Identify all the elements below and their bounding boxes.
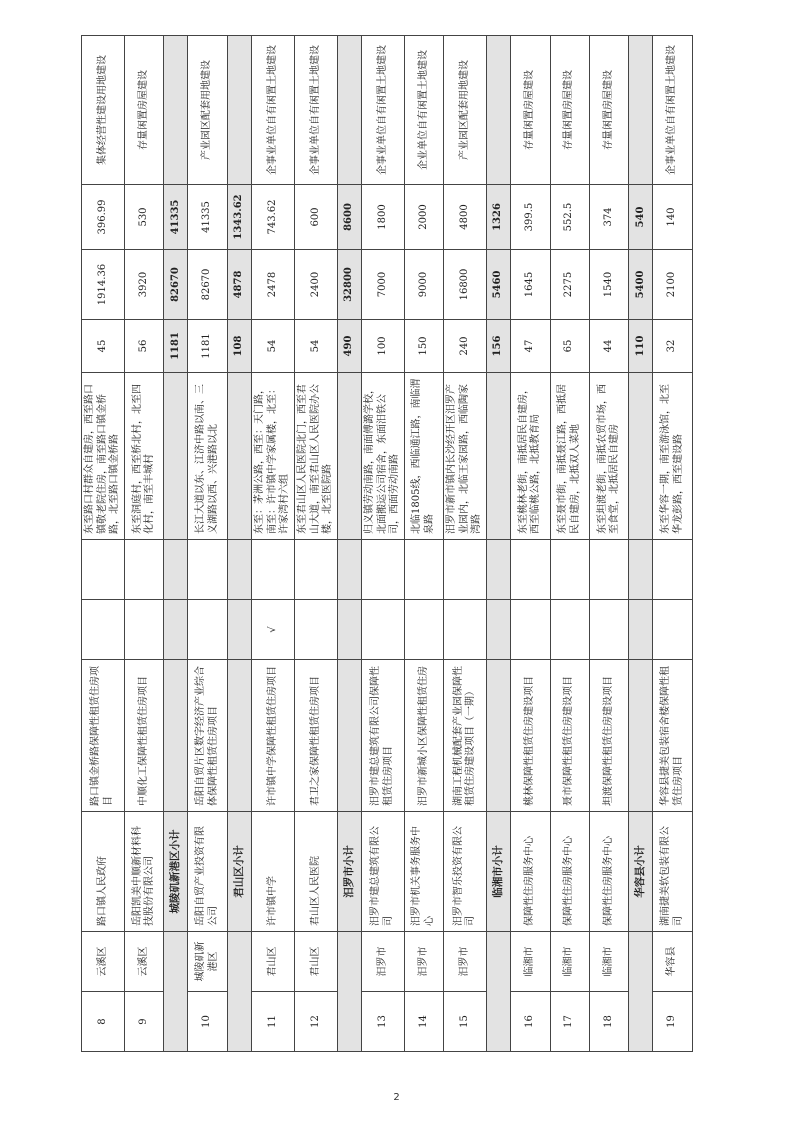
district-cell: 临湘市 — [550, 932, 589, 992]
empty-cell — [164, 660, 188, 812]
subtotal-label: 临湘市小计 — [487, 812, 511, 932]
construction-mode-cell: 产业园区配套用地建设 — [444, 36, 487, 185]
empty-cell — [82, 540, 125, 600]
check-mark — [124, 600, 163, 660]
subtotal-row — [629, 36, 653, 1052]
rotated-table-container — [81, 36, 693, 1052]
project-name-cell: 湖南工程机械配套产业园保障性租赁住房建设项目（一期） — [444, 660, 487, 812]
units-cell: 150 — [404, 320, 443, 373]
unit-cell: 保障性住房服务中心 — [589, 812, 628, 932]
empty-cell — [629, 540, 653, 600]
empty-cell — [487, 600, 511, 660]
project-name-cell: 华容县捷美包装宿舍楼保障性租赁住房项目 — [653, 660, 693, 812]
district-cell: 汨罗市 — [404, 932, 443, 992]
empty-cell — [164, 600, 188, 660]
investment-cell: 743.62 — [251, 185, 294, 250]
row-number: 14 — [404, 992, 443, 1052]
check-mark — [589, 600, 628, 660]
units-cell: 240 — [444, 320, 487, 373]
empty-cell — [629, 600, 653, 660]
empty-cell — [653, 540, 693, 600]
row-number: 9 — [124, 992, 163, 1052]
subtotal-units: 490 — [337, 320, 361, 373]
subtotal-investment: 1326 — [487, 185, 511, 250]
check-mark — [188, 600, 227, 660]
construction-mode-cell: 企事业单位自有闲置土地建设 — [294, 36, 337, 185]
units-cell: 44 — [589, 320, 628, 373]
check-mark — [511, 600, 550, 660]
table-row — [653, 36, 693, 1052]
area-cell: 1645 — [511, 250, 550, 320]
project-name-cell: 中顺化工保障性租赁住房项目 — [124, 660, 163, 812]
check-mark — [294, 600, 337, 660]
empty-cell — [337, 660, 361, 812]
project-name-cell: 坦渡保障性租赁住房建设项目 — [589, 660, 628, 812]
district-cell: 城陵矶新港区 — [188, 932, 227, 992]
district-cell: 云溪区 — [82, 932, 125, 992]
empty-cell — [227, 660, 251, 812]
subtotal-units: 156 — [487, 320, 511, 373]
empty-cell — [487, 932, 511, 1052]
unit-cell: 汨罗市智乐投资有限公司 — [444, 812, 487, 932]
empty-cell — [629, 373, 653, 540]
empty-cell — [337, 932, 361, 1052]
subtotal-label: 华容县小计 — [629, 812, 653, 932]
investment-cell: 4800 — [444, 185, 487, 250]
table-row — [294, 36, 337, 1052]
unit-cell: 保障性住房服务中心 — [511, 812, 550, 932]
project-name-cell: 聂市保障性租赁住房建设项目 — [550, 660, 589, 812]
subtotal-investment: 1343.62 — [227, 185, 251, 250]
unit-cell: 岳阳自贸产业投资有限公司 — [188, 812, 227, 932]
location-cell: 东至洞庭村，西至桥北村，北至四化村，南至丰城村 — [124, 373, 163, 540]
location-cell: 东至坦渡老街，南抵农贸市场，西至食堂，北抵居民自建房 — [589, 373, 628, 540]
units-cell: 65 — [550, 320, 589, 373]
check-mark — [550, 600, 589, 660]
construction-mode-cell: 存量闲置房屋建设 — [589, 36, 628, 185]
table-row — [361, 36, 404, 1052]
check-mark — [444, 600, 487, 660]
unit-cell: 湖南捷美软包装有限公司 — [653, 812, 693, 932]
row-number: 11 — [251, 992, 294, 1052]
empty-cell — [164, 540, 188, 600]
table-row — [124, 36, 163, 1052]
units-cell: 45 — [82, 320, 125, 373]
empty-cell — [337, 36, 361, 185]
units-cell: 47 — [511, 320, 550, 373]
investment-cell: 1800 — [361, 185, 404, 250]
unit-cell: 路口镇人民政府 — [82, 812, 125, 932]
row-number: 8 — [82, 992, 125, 1052]
investment-cell: 2000 — [404, 185, 443, 250]
row-number: 15 — [444, 992, 487, 1052]
empty-cell — [511, 540, 550, 600]
check-mark — [361, 600, 404, 660]
unit-cell: 岳阳凯美中顺新材料科技股份有限公司 — [124, 812, 163, 932]
row-number: 19 — [653, 992, 693, 1052]
district-cell: 汨罗市 — [444, 932, 487, 992]
district-cell: 君山区 — [294, 932, 337, 992]
area-cell: 7000 — [361, 250, 404, 320]
empty-cell — [251, 540, 294, 600]
construction-mode-cell: 企事业单位自有闲置土地建设 — [361, 36, 404, 185]
district-cell: 汨罗市 — [361, 932, 404, 992]
project-name-cell: 桃林保障性租赁住房建设项目 — [511, 660, 550, 812]
row-number: 17 — [550, 992, 589, 1052]
empty-cell — [337, 373, 361, 540]
location-cell: 东至桃林老街，南抵居民自建房，西至临桃公路，北抵教育局 — [511, 373, 550, 540]
investment-cell: 41335 — [188, 185, 227, 250]
area-cell: 1914.36 — [82, 250, 125, 320]
empty-cell — [361, 540, 404, 600]
project-name-cell: 汨罗市新城小区保障性租赁住房 — [404, 660, 443, 812]
check-mark: √ — [251, 600, 294, 660]
units-cell: 54 — [251, 320, 294, 373]
subtotal-area: 82670 — [164, 250, 188, 320]
unit-cell: 君山区人民医院 — [294, 812, 337, 932]
project-name-cell: 汨罗市建总建筑有限公司保障性租赁住房项目 — [361, 660, 404, 812]
district-cell: 临湘市 — [589, 932, 628, 992]
page-number: 2 — [393, 1092, 400, 1103]
empty-cell — [227, 540, 251, 600]
unit-cell: 汨罗市建总建筑有限公司 — [361, 812, 404, 932]
area-cell: 82670 — [188, 250, 227, 320]
table-row — [82, 36, 125, 1052]
empty-cell — [487, 373, 511, 540]
subtotal-investment: 41335 — [164, 185, 188, 250]
location-cell: 归义镇劳动南路，南面傅潞学校，北面搬运公司宿舍，东面汨铁公司，西面劳动南路 — [361, 373, 404, 540]
area-cell: 2100 — [653, 250, 693, 320]
empty-cell — [589, 540, 628, 600]
row-number: 12 — [294, 992, 337, 1052]
units-cell: 100 — [361, 320, 404, 373]
subtotal-row — [164, 36, 188, 1052]
district-cell: 云溪区 — [124, 932, 163, 992]
location-cell: 东至：茅洲公路，西至：天门路，南至：许市镇中学家属楼，北至：许家湾村六组 — [251, 373, 294, 540]
subtotal-label: 汨罗市小计 — [337, 812, 361, 932]
empty-cell — [164, 36, 188, 185]
check-mark — [653, 600, 693, 660]
project-name-cell: 路口镇金桥路保障性租赁住房项目 — [82, 660, 125, 812]
subtotal-area: 32800 — [337, 250, 361, 320]
subtotal-label: 君山区小计 — [227, 812, 251, 932]
location-cell: 长江大道以东、江济中路以南、三义湖路以西、兴港路以北 — [188, 373, 227, 540]
empty-cell — [164, 373, 188, 540]
construction-mode-cell: 集体经营性建设用地建设 — [82, 36, 125, 185]
units-cell: 1181 — [188, 320, 227, 373]
units-cell: 54 — [294, 320, 337, 373]
empty-cell — [227, 600, 251, 660]
district-cell: 华容县 — [653, 932, 693, 992]
construction-mode-cell: 企事业单位自有闲置土地建设 — [653, 36, 693, 185]
empty-cell — [164, 932, 188, 1052]
construction-mode-cell: 企事业单位自有闲置土地建设 — [251, 36, 294, 185]
subtotal-units: 108 — [227, 320, 251, 373]
investment-cell: 399.5 — [511, 185, 550, 250]
empty-cell — [227, 36, 251, 185]
empty-cell — [188, 540, 227, 600]
empty-cell — [227, 373, 251, 540]
area-cell: 2275 — [550, 250, 589, 320]
location-cell: 汨罗市新市镇内长沙经开区汨罗产业园内，北临王家园路，西临陶家湾路 — [444, 373, 487, 540]
table-row — [511, 36, 550, 1052]
location-cell: 东至聂市街，南抵聂江路，西抵居民自建房，北抵双人菜地 — [550, 373, 589, 540]
construction-mode-cell: 存量闲置房屋建设 — [511, 36, 550, 185]
investment-cell: 600 — [294, 185, 337, 250]
empty-cell — [487, 540, 511, 600]
subtotal-investment: 540 — [629, 185, 653, 250]
subtotal-investment: 8600 — [337, 185, 361, 250]
area-cell: 16800 — [444, 250, 487, 320]
units-cell: 32 — [653, 320, 693, 373]
empty-cell — [629, 660, 653, 812]
row-number: 18 — [589, 992, 628, 1052]
empty-cell — [337, 540, 361, 600]
project-name-cell: 君卫之家保障性租赁住房项目 — [294, 660, 337, 812]
investment-cell: 530 — [124, 185, 163, 250]
project-name-cell: 岳阳自贸片区数字经济产业综合体保障性租赁住房项目 — [188, 660, 227, 812]
subtotal-area: 5400 — [629, 250, 653, 320]
row-number: 13 — [361, 992, 404, 1052]
area-cell: 3920 — [124, 250, 163, 320]
construction-mode-cell: 存量闲置房屋建设 — [550, 36, 589, 185]
table-row — [404, 36, 443, 1052]
empty-cell — [444, 540, 487, 600]
area-cell: 9000 — [404, 250, 443, 320]
empty-cell — [124, 540, 163, 600]
empty-cell — [294, 540, 337, 600]
area-cell: 1540 — [589, 250, 628, 320]
housing-project-table — [81, 35, 693, 1052]
empty-cell — [337, 600, 361, 660]
unit-cell: 许市镇中学 — [251, 812, 294, 932]
area-cell: 2478 — [251, 250, 294, 320]
subtotal-units: 110 — [629, 320, 653, 373]
empty-cell — [404, 540, 443, 600]
subtotal-area: 4878 — [227, 250, 251, 320]
construction-mode-cell: 产业园区配套用地建设 — [188, 36, 227, 185]
units-cell: 56 — [124, 320, 163, 373]
location-cell: 东至君山区人民医院北门，西至君山大道，南至君山区人民医院办公楼，北至医院路 — [294, 373, 337, 540]
investment-cell: 374 — [589, 185, 628, 250]
check-mark — [82, 600, 125, 660]
empty-cell — [487, 36, 511, 185]
check-mark — [404, 600, 443, 660]
table-row — [188, 36, 227, 1052]
unit-cell: 保障性住房服务中心 — [550, 812, 589, 932]
subtotal-row — [227, 36, 251, 1052]
subtotal-units: 1181 — [164, 320, 188, 373]
district-cell: 临湘市 — [511, 932, 550, 992]
subtotal-row — [487, 36, 511, 1052]
unit-cell: 汨罗市机关事务服务中心 — [404, 812, 443, 932]
investment-cell: 140 — [653, 185, 693, 250]
investment-cell: 396.99 — [82, 185, 125, 250]
empty-cell — [227, 932, 251, 1052]
empty-cell — [550, 540, 589, 600]
location-cell: 东至华容一期，南至游泳馆，北至华龙彭路，西至建设路 — [653, 373, 693, 540]
empty-cell — [629, 36, 653, 185]
row-number: 10 — [188, 992, 227, 1052]
location-cell: 东至路口村群众自建房，西至路口镇敬老院住房，南至路口镇金桥路，北至路口镇金桥路 — [82, 373, 125, 540]
table-row — [444, 36, 487, 1052]
area-cell: 2400 — [294, 250, 337, 320]
location-cell: 北临1805线，西临通江路，南临渭泉路 — [404, 373, 443, 540]
table-row — [589, 36, 628, 1052]
table-row — [251, 36, 294, 1052]
subtotal-row — [337, 36, 361, 1052]
row-number: 16 — [511, 992, 550, 1052]
district-cell: 君山区 — [251, 932, 294, 992]
empty-cell — [629, 932, 653, 1052]
empty-cell — [487, 660, 511, 812]
construction-mode-cell: 存量闲置房屋建设 — [124, 36, 163, 185]
subtotal-area: 5460 — [487, 250, 511, 320]
project-name-cell: 许市镇中学保障性租赁住房项目 — [251, 660, 294, 812]
investment-cell: 552.5 — [550, 185, 589, 250]
construction-mode-cell: 企业单位自有闲置土地建设 — [404, 36, 443, 185]
subtotal-label: 城陵矶新港区小计 — [164, 812, 188, 932]
table-row — [550, 36, 589, 1052]
